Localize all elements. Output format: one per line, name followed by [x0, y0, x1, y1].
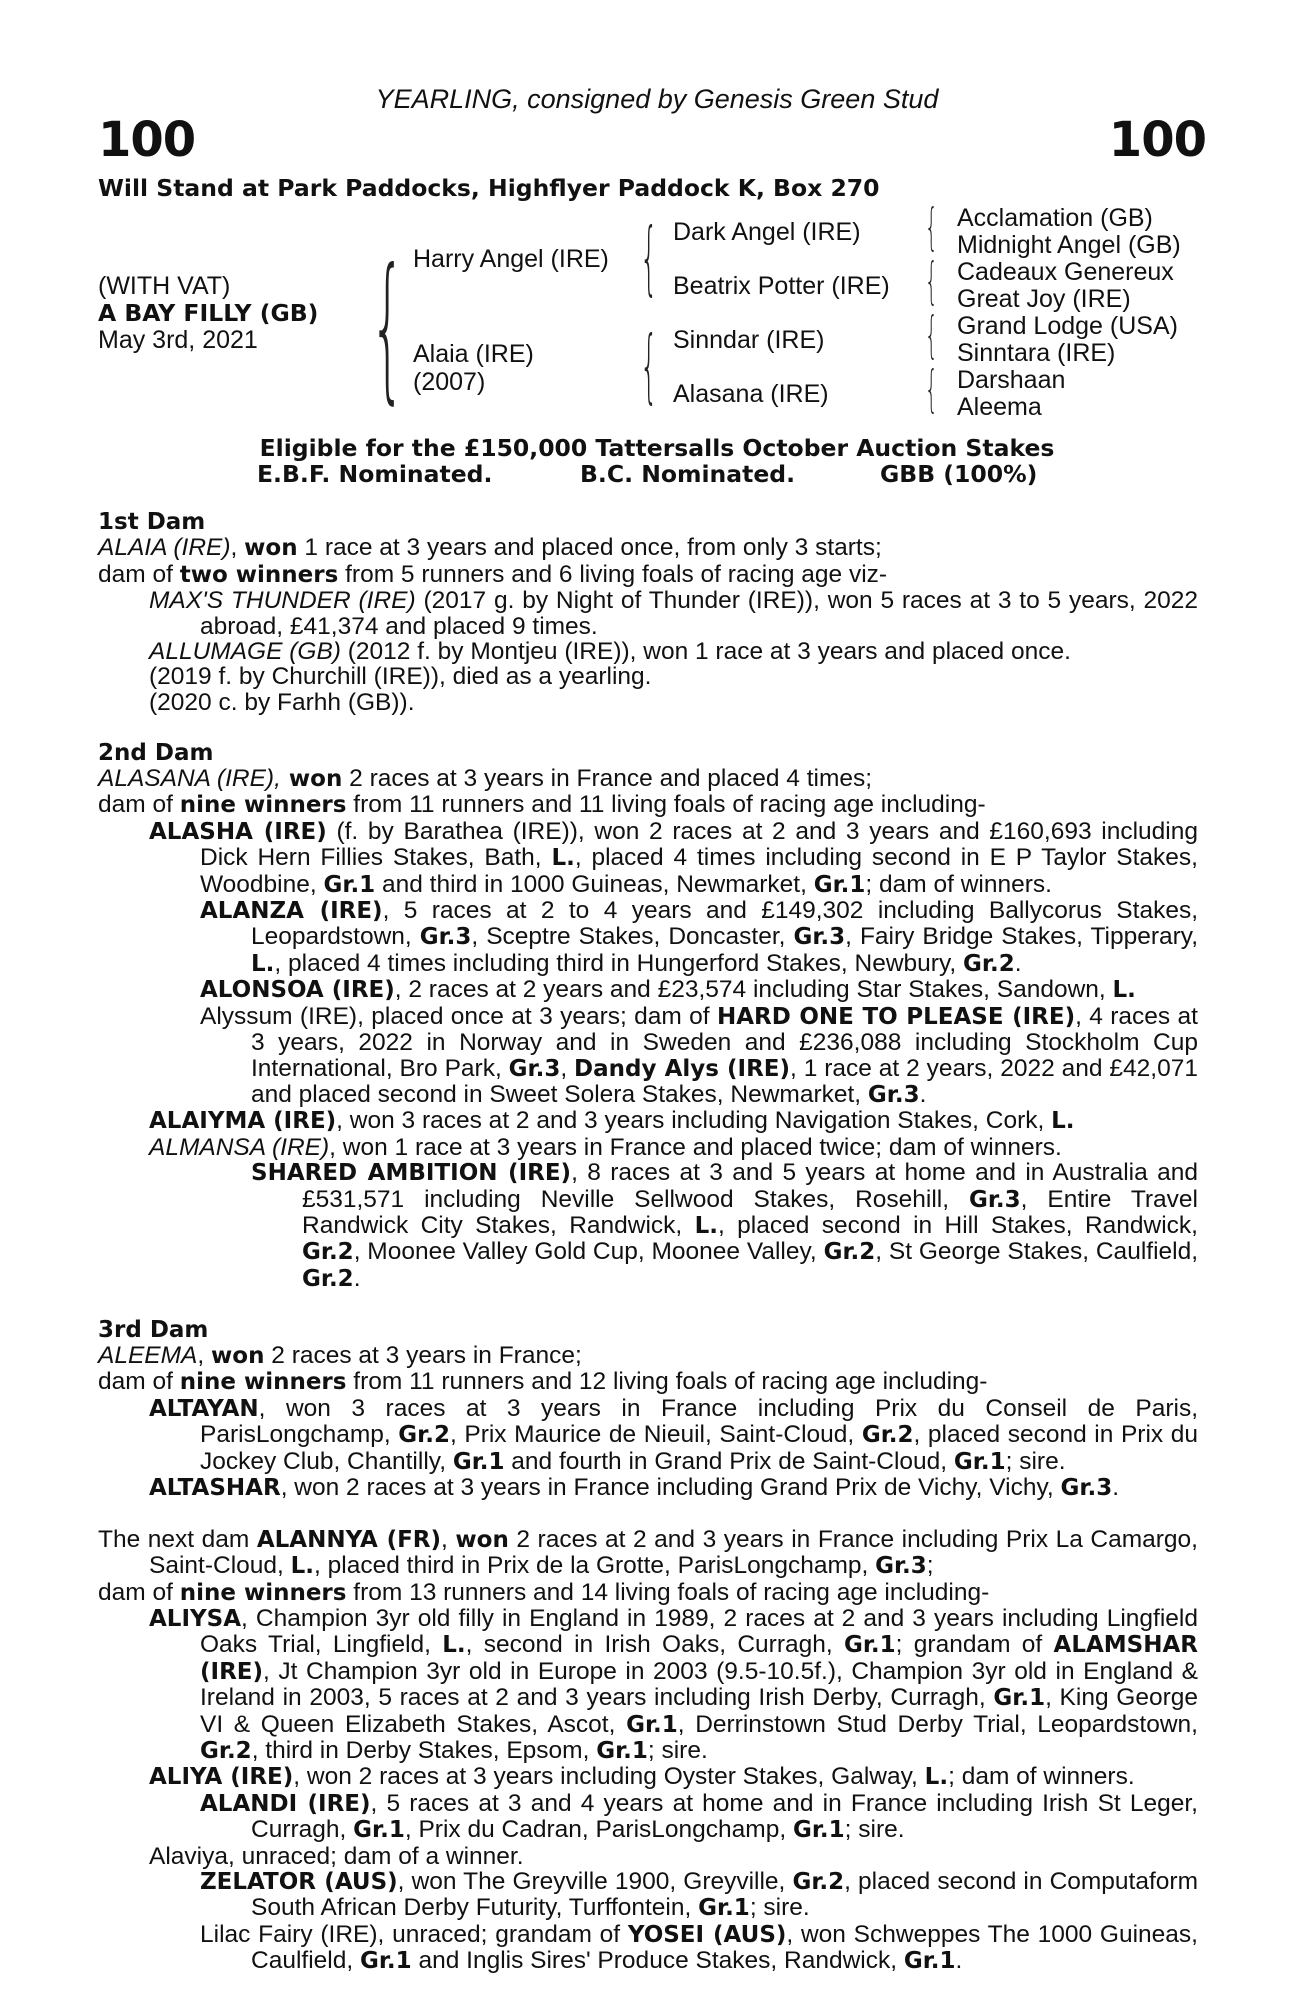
entry-aliya: ALIYA (IRE), won 2 races at 3 years including Oyster Stakes, Galway, L.; dam of winners.: [149, 1763, 1135, 1791]
ggdam-6: Sinntara (IRE): [957, 339, 1116, 367]
ggdam-8: Aleema: [957, 393, 1042, 421]
horse-dob: May 3rd, 2021: [98, 326, 258, 354]
produce-record: [98, 510, 1198, 1975]
consignment-line: YEARLING, consigned by Genesis Green Stud: [375, 84, 939, 114]
entry-alyssum: Alyssum (IRE), placed once at 3 years; dam of HARD ONE TO PLEASE (IRE), 4 races at 3 years, 2022 in Norway and in Sweden and £236,088 including Stockholm Cup International, Bro Park, Gr.3, Dandy Alys (IRE), 1 race at 2 years, 2022 and £42,071 and placed second in Sweet Solera Stakes, Newmarket, Gr.3.: [200, 1002, 1198, 1108]
third-dam-heading: 3rd Dam: [98, 1316, 209, 1343]
foal-2020: (2020 c. by Farhh (GB)).: [149, 688, 415, 716]
first-dam-line: ALAIA (IRE), won 1 race at 3 years and placed once, from only 3 starts;: [98, 534, 882, 562]
sire-sire: Dark Angel (IRE): [673, 218, 861, 246]
ggdam-2: Midnight Angel (GB): [957, 231, 1181, 259]
entry-altayan: ALTAYAN, won 3 races at 3 years in France including Prix du Conseil de Paris, ParisLongchamp, Gr.2, Prix Maurice de Nieuil, Saint-Cloud, Gr.2, placed second in Prix du Jockey Club, Chantilly, Gr.1 and fourth in Grand Prix de Saint-Cloud, Gr.1; sire.: [149, 1394, 1198, 1475]
entry-alanza: ALANZA (IRE), 5 races at 2 to 4 years and £149,302 including Ballycorus Stakes, Leopardstown, Gr.3, Sceptre Stakes, Doncaster, Gr.3, Fairy Bridge Stakes, Tipperary, L., placed 4 times including third in Hungerford Stakes, Newbury, Gr.2.: [200, 897, 1199, 977]
lot-number-left: 100: [98, 112, 196, 168]
horse-name: A BAY FILLY (GB): [98, 299, 319, 327]
entry-altashar: ALTASHAR, won 2 races at 3 years in France including Grand Prix de Vichy, Vichy, Gr.3.: [149, 1474, 1120, 1501]
ebf-nominated: E.B.F. Nominated.: [257, 460, 493, 488]
brace-g1: {: [925, 198, 938, 256]
sire-name: Harry Angel (IRE): [413, 245, 609, 273]
sire-dam: Beatrix Potter (IRE): [673, 272, 890, 300]
gbb-percent: GBB (100%): [880, 460, 1038, 488]
foal-allumage: ALLUMAGE (GB) (2012 f. by Montjeu (IRE)), won 1 race at 3 years and placed once.: [149, 638, 1071, 666]
entry-alasha: ALASHA (IRE) (f. by Barathea (IRE)), won 2 races at 2 and 3 years and £160,693 including Dick Hern Fillies Stakes, Bath, L., placed 4 times including second in E P Taylor Stakes, Woodbine, Gr.1 and third in 1000 Guineas, Newmarket, Gr.1; dam of winners.: [149, 817, 1198, 898]
entry-zelator: ZELATOR (AUS), won The Greyville 1900, Greyville, Gr.2, placed second in Computaform South African Derby Futurity, Turffontein, Gr.1; sire.: [200, 1868, 1198, 1922]
eligibility-line: Eligible for the £150,000 Tattersalls October Auction Stakes: [259, 434, 1055, 462]
ggdam-4: Great Joy (IRE): [957, 285, 1131, 313]
entry-alaviya: Alaviya, unraced; dam of a winner.: [149, 1842, 524, 1870]
entry-shared-ambition: SHARED AMBITION (IRE), 8 races at 3 and 5 years at home and in Australia and £531,571 including Neville Sellwood Stakes, Rosehill, Gr.3, Entire Travel Randwick City Stakes, Randwick, L., placed second in Hill Stakes, Randwick, Gr.2, Moonee Valley Gold Cup, Moonee Valley, Gr.2, St George Stakes, Caulfield, Gr.2.: [251, 1159, 1199, 1292]
next-dam-produce: dam of nine winners from 13 runners and 14 living foals of racing age including-: [98, 1578, 990, 1606]
vat-note: (WITH VAT): [98, 272, 231, 300]
entry-alonsoa: ALONSOA (IRE), 2 races at 2 years and £23,574 including Star Stakes, Sandown, L.: [200, 976, 1136, 1004]
entry-alaiyma: ALAIYMA (IRE), won 3 races at 2 and 3 years including Navigation Stakes, Cork, L.: [149, 1107, 1075, 1135]
foal-2019: (2019 f. by Churchill (IRE)), died as a yearling.: [149, 663, 652, 691]
second-dam-produce: dam of nine winners from 11 runners and 11 living foals of racing age including-: [98, 791, 986, 819]
ggsire-3: Cadeaux Genereux: [957, 258, 1174, 286]
bc-nominated: B.C. Nominated.: [580, 460, 796, 488]
entry-lilac-fairy: Lilac Fairy (IRE), unraced; grandam of YOSEI (AUS), won Schweppes The 1000 Guineas, Caulfield, Gr.1 and Inglis Sires' Produce Stakes, Randwick, Gr.1.: [200, 1920, 1198, 1975]
second-dam-heading: 2nd Dam: [98, 739, 214, 766]
third-dam-produce: dam of nine winners from 11 runners and 12 living foals of racing age including-: [98, 1368, 988, 1396]
lot-number-right: 100: [1108, 112, 1206, 168]
brace-gen1: {: [370, 235, 406, 419]
brace-sire: {: [640, 211, 658, 304]
brace-dam: {: [640, 319, 658, 412]
ggsire-1: Acclamation (GB): [957, 204, 1153, 232]
entry-alandi: ALANDI (IRE), 5 races at 3 and 4 years at home and in France including Irish St Leger, Curragh, Gr.1, Prix du Cadran, ParisLongchamp, Gr.1; sire.: [200, 1789, 1198, 1844]
dam-year: (2007): [413, 368, 486, 396]
second-dam-line: ALASANA (IRE), won 2 races at 3 years in France and placed 4 times;: [98, 765, 873, 793]
brace-g2: {: [925, 252, 938, 310]
brace-g4: {: [925, 360, 938, 418]
ggsire-5: Grand Lodge (USA): [957, 312, 1178, 340]
dam-sire: Sinndar (IRE): [673, 326, 825, 354]
stand-location: Will Stand at Park Paddocks, Highflyer Paddock K, Box 270: [98, 174, 880, 202]
foal-maxs-thunder: MAX'S THUNDER (IRE) (2017 g. by Night of Thunder (IRE)), won 5 races at 3 to 5 years, 2022 abroad, £41,374 and placed 9 times.: [149, 587, 1199, 640]
next-dam-line: The next dam ALANNYA (FR), won 2 races at 2 and 3 years in France including Prix La Camargo, Saint-Cloud, L., placed third in Prix de la Grotte, ParisLongchamp, Gr.3;: [98, 1525, 1198, 1580]
entry-almansa: ALMANSA (IRE), won 1 race at 3 years in France and placed twice; dam of winners.: [149, 1133, 1062, 1161]
dam-dam: Alasana (IRE): [673, 380, 829, 408]
entry-aliysa: ALIYSA, Champion 3yr old filly in England in 1989, 2 races at 2 and 3 years including Lingfield Oaks Trial, Lingfield, L., second in Irish Oaks, Curragh, Gr.1; grandam of ALAMSHAR (IRE), Jt Champion 3yr old in Europe in 2003 (9.5-10.5f.), Champion 3yr old in England & Ireland in 2003, 5 races at 2 and 3 years including Irish Derby, Curragh, Gr.1, King George VI & Queen Elizabeth Stakes, Ascot, Gr.1, Derrinstown Stud Derby Trial, Leopardstown, Gr.2, third in Derby Stakes, Epsom, Gr.1; sire.: [149, 1605, 1198, 1765]
first-dam-heading: 1st Dam: [98, 509, 206, 535]
brace-g3: {: [925, 306, 938, 364]
first-dam-produce: dam of two winners from 5 runners and 6 living foals of racing age viz-: [98, 560, 888, 588]
ggsire-7: Darshaan: [957, 366, 1066, 394]
dam-name: Alaia (IRE): [413, 340, 534, 368]
third-dam-line: ALEEMA, won 2 races at 3 years in France;: [98, 1341, 582, 1369]
